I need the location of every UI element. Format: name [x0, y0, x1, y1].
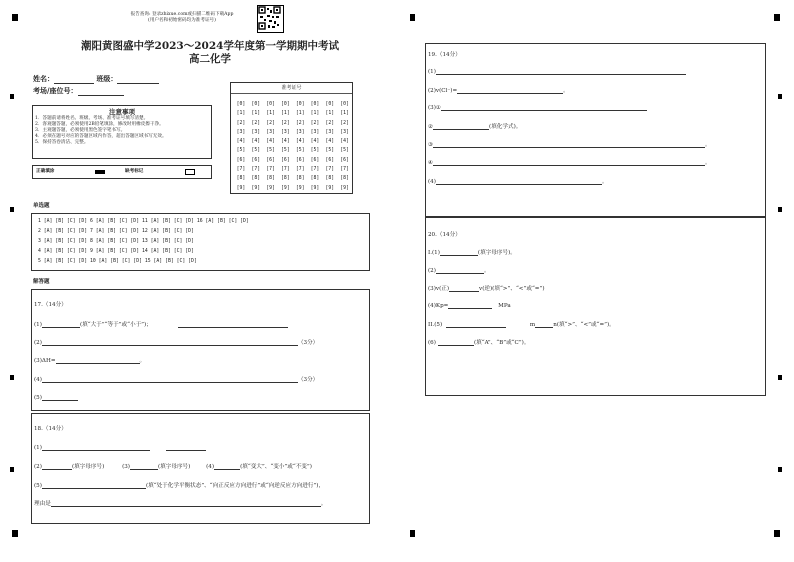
exam-id-digit[interactable]: [9]: [340, 185, 349, 191]
notice-item: 4．必须在题号对应的答题区域内作答，超出答题区域书写无效。: [35, 134, 167, 139]
class-field[interactable]: [117, 77, 159, 84]
q20-line2: (2) 。: [428, 268, 490, 274]
answer-blank[interactable]: [436, 267, 484, 274]
name-label: 姓名：: [33, 74, 54, 83]
exam-id-digit[interactable]: [2]: [236, 120, 246, 126]
exam-id-digit[interactable]: [6]: [340, 157, 349, 163]
registration-mark: [778, 375, 782, 380]
page-subtitle: 高二化学: [189, 53, 231, 65]
q18-line3: (5) (填“处于化学平衡状态”、“向正反应方向进行”或“向逆反应方向进行”)，: [34, 483, 325, 489]
exam-id-digit[interactable]: [3]: [325, 129, 335, 135]
exam-id-digit[interactable]: [3]: [281, 129, 290, 135]
q17-line2: (2) （3分）: [34, 340, 319, 346]
exam-id-digit[interactable]: [1]: [295, 111, 305, 117]
answer-blank[interactable]: [42, 444, 150, 451]
registration-mark: [12, 530, 18, 537]
exam-id-digit[interactable]: [3]: [266, 129, 275, 135]
registration-mark: [10, 94, 14, 99]
exam-id-digit[interactable]: [5]: [281, 148, 290, 154]
q18-line1: (1): [34, 444, 206, 451]
answer-blank[interactable]: [433, 123, 489, 130]
exam-id-digit[interactable]: [5]: [295, 148, 305, 154]
answer-blank[interactable]: [42, 482, 146, 489]
registration-mark: [778, 94, 782, 99]
mc-row[interactable]: 1 [A] [B] [C] [D] 6 [A] [B] [C] [D] 11 [A] [B] [C] [D] 16 [A] [B] [C] [D]: [38, 219, 249, 224]
answer-blank[interactable]: [457, 87, 563, 94]
exam-id-digit[interactable]: [8]: [251, 176, 261, 182]
exam-id-digit[interactable]: [9]: [251, 185, 261, 191]
q17-line5: (5): [34, 394, 78, 401]
exam-id-digit[interactable]: [8]: [281, 176, 290, 182]
answer-blank[interactable]: [438, 339, 474, 346]
q20-line1: I.(1) (填字母序号)。: [428, 250, 516, 256]
q18-line2: (2) (填字母序号) (3) (填字母序号) (4) (填“变大”、“变小”或“不变”): [34, 464, 312, 470]
exam-id-digit[interactable]: [7]: [251, 167, 261, 173]
exam-id-digit[interactable]: [5]: [325, 148, 335, 154]
answer-blank[interactable]: [130, 463, 158, 470]
exam-id-column[interactable]: [265, 100, 277, 193]
exam-id-title: 准考证号: [231, 84, 352, 94]
exam-id-digit[interactable]: [5]: [251, 148, 261, 154]
exam-id-column[interactable]: [279, 100, 291, 193]
answer-blank[interactable]: [448, 302, 492, 309]
exam-id-digit[interactable]: [6]: [325, 157, 335, 163]
q18-line4: 理由是 。: [34, 501, 327, 507]
answer-blank[interactable]: [440, 249, 478, 256]
exam-id-digit[interactable]: [1]: [310, 111, 320, 117]
answer-blank[interactable]: [51, 500, 321, 507]
notice-item: 3．主观题答题，必须使用黑色签字笔书写。: [35, 128, 126, 133]
answer-blank[interactable]: [166, 444, 206, 451]
student-name-row: [33, 74, 159, 84]
exam-id-digit[interactable]: [9]: [310, 185, 320, 191]
q18-box: [31, 413, 370, 524]
student-room-row: [33, 86, 124, 96]
registration-mark: [10, 207, 14, 212]
registration-mark: [12, 14, 18, 21]
exam-id-digit[interactable]: [9]: [281, 185, 290, 191]
answer-blank[interactable]: [178, 321, 288, 328]
exam-id-column[interactable]: [294, 100, 306, 193]
exam-id-digit[interactable]: [7]: [295, 167, 305, 173]
registration-mark: [778, 207, 782, 212]
exam-id-digit[interactable]: [5]: [266, 148, 275, 154]
exam-id-digit[interactable]: [3]: [251, 129, 261, 135]
q20-box: [425, 217, 766, 396]
q19-line3: (3)①: [428, 104, 647, 111]
answer-blank[interactable]: [436, 178, 602, 185]
exam-id-digit[interactable]: [3]: [295, 129, 305, 135]
q17-box: [31, 289, 370, 411]
q17-line3: (3)ΔH= 。: [34, 358, 146, 364]
mc-row[interactable]: 2 [A] [B] [C] [D] 7 [A] [B] [C] [D] 12 [A] [B] [C] [D]: [38, 229, 194, 234]
answer-blank[interactable]: [441, 104, 647, 111]
exam-id-digit[interactable]: [4]: [236, 139, 246, 145]
exam-id-column[interactable]: [324, 100, 336, 193]
exam-id-digit[interactable]: [8]: [236, 176, 246, 182]
notice-box: [32, 105, 212, 159]
exam-id-digit[interactable]: [5]: [340, 148, 349, 154]
notice-item: 1．答题前请将姓名、班级、考场、准考证号填写清楚。: [35, 116, 149, 121]
exam-id-digit[interactable]: [7]: [236, 167, 246, 173]
answer-blank[interactable]: [42, 376, 298, 383]
exam-id-digit[interactable]: [2]: [340, 120, 349, 126]
registration-mark: [774, 530, 780, 537]
exam-id-digit[interactable]: [7]: [281, 167, 290, 173]
exam-id-digit[interactable]: [1]: [340, 111, 349, 117]
exam-id-digit[interactable]: [2]: [266, 120, 275, 126]
q19-line4: ② (填化学式)。: [428, 124, 522, 130]
q20-line4: (4)Kp= MPa: [428, 303, 511, 309]
answer-blank[interactable]: [449, 285, 479, 292]
answer-blank[interactable]: [446, 321, 506, 328]
exam-id-digit[interactable]: [6]: [236, 157, 246, 163]
q18-title: 18.（14分）: [34, 426, 67, 432]
exam-id-digit[interactable]: [4]: [325, 139, 335, 145]
exam-id-digit[interactable]: [1]: [266, 111, 275, 117]
exam-id-digit[interactable]: [6]: [310, 157, 320, 163]
exam-id-digit[interactable]: [1]: [281, 111, 290, 117]
exam-id-digit[interactable]: [1]: [236, 111, 246, 117]
exam-id-digit[interactable]: [0]: [266, 102, 275, 107]
registration-mark: [10, 375, 14, 380]
q20-line5: II.(5) m n(填“>”、“<”或“=”)。: [428, 322, 615, 328]
registration-mark: [410, 14, 415, 21]
exam-id-digit[interactable]: [0]: [340, 102, 349, 107]
exam-id-digit[interactable]: [1]: [251, 111, 261, 117]
q19-line7: (4) 。: [428, 179, 608, 185]
exam-id-column[interactable]: [250, 100, 262, 193]
report-note: [112, 12, 252, 24]
exam-id-digit[interactable]: [8]: [325, 176, 335, 182]
exam-id-digit[interactable]: [8]: [295, 176, 305, 182]
q20-title: 20.（14分）: [428, 232, 461, 238]
exam-id-grid: [230, 82, 353, 194]
q17-title: 17.（14分）: [34, 302, 67, 308]
exam-id-digit[interactable]: [0]: [251, 102, 261, 107]
exam-id-digit[interactable]: [6]: [251, 157, 261, 163]
exam-id-digit[interactable]: [4]: [251, 139, 261, 145]
exam-id-digit[interactable]: [9]: [325, 185, 335, 191]
room-label: 考场/座位号：: [33, 86, 78, 95]
exam-id-column[interactable]: [309, 100, 321, 193]
q17-line4: (4) （3分）: [34, 377, 319, 383]
exam-id-digit[interactable]: [3]: [310, 129, 320, 135]
exam-id-digit[interactable]: [9]: [266, 185, 275, 191]
q19-line1: (1): [428, 68, 686, 75]
room-field[interactable]: [78, 89, 124, 96]
answer-blank[interactable]: [433, 159, 705, 166]
mc-row[interactable]: 5 [A] [B] [C] [D] 10 [A] [B] [C] [D] 15 [A] [B] [C] [D]: [38, 259, 197, 264]
q19-line6: ④ 。: [428, 160, 711, 166]
registration-mark: [774, 14, 780, 21]
q19-line5: ③ 。: [428, 142, 711, 148]
exam-id-digit[interactable]: [1]: [325, 111, 335, 117]
section-single-choice: 单选题: [33, 203, 50, 209]
notice-title: 注意事项: [109, 108, 135, 116]
registration-mark: [410, 530, 415, 537]
exam-id-digit[interactable]: [4]: [266, 139, 275, 145]
exam-id-digit[interactable]: [2]: [295, 120, 305, 126]
exam-id-digit[interactable]: [0]: [236, 102, 246, 107]
page-title: 潮阳黄图盛中学2023～2024学年度第一学期期中考试: [81, 40, 339, 52]
exam-id-column[interactable]: [339, 100, 351, 193]
exam-id-digit[interactable]: [6]: [281, 157, 290, 163]
exam-id-digit[interactable]: [8]: [340, 176, 349, 182]
exam-id-digit[interactable]: [0]: [325, 102, 335, 107]
exam-id-digit[interactable]: [4]: [281, 139, 290, 145]
notice-item: 2．客观题答题，必须使用2B铅笔填涂，修改时用橡皮擦干净。: [35, 122, 164, 127]
correct-fill-label: 正确填涂: [36, 169, 55, 174]
q19-title: 19.（14分）: [428, 52, 461, 58]
name-field[interactable]: [54, 77, 94, 84]
qr-code-icon: [257, 5, 284, 33]
answer-blank[interactable]: [42, 321, 80, 328]
section-answer: 解答题: [33, 279, 50, 285]
exam-id-digit[interactable]: [2]: [281, 120, 290, 126]
mc-answer-box: [31, 213, 370, 271]
q20-line6: (6) (填“A”、“B”或“C”)。: [428, 340, 530, 346]
exam-id-digit[interactable]: [9]: [295, 185, 305, 191]
report-note-line2: (用户名和初始密码均为准考证号): [148, 18, 216, 23]
exam-id-digit[interactable]: [4]: [310, 139, 320, 145]
exam-id-digit[interactable]: [8]: [266, 176, 275, 182]
answer-blank[interactable]: [56, 357, 140, 364]
answer-blank[interactable]: [42, 463, 72, 470]
answer-blank[interactable]: [433, 141, 705, 148]
exam-id-digit[interactable]: [0]: [295, 102, 305, 107]
exam-id-digit[interactable]: [2]: [251, 120, 261, 126]
fill-example-box: [32, 165, 212, 179]
exam-id-digit[interactable]: [0]: [310, 102, 320, 107]
exam-id-digit[interactable]: [8]: [310, 176, 320, 182]
answer-blank[interactable]: [436, 68, 686, 75]
exam-id-digit[interactable]: [4]: [295, 139, 305, 145]
exam-id-digit[interactable]: [9]: [236, 185, 246, 191]
exam-id-digit[interactable]: [3]: [236, 129, 246, 135]
exam-id-digit[interactable]: [5]: [236, 148, 246, 154]
answer-blank[interactable]: [42, 339, 298, 346]
exam-id-digit[interactable]: [6]: [266, 157, 275, 163]
registration-mark: [778, 467, 782, 472]
notice-item: 5．保持答卷清洁、完整。: [35, 140, 89, 145]
exam-id-digit[interactable]: [0]: [281, 102, 290, 107]
exam-id-digit[interactable]: [3]: [340, 129, 349, 135]
class-label: 班级：: [96, 74, 118, 83]
report-note-line1: 报告查询: 登录zhixue.com或扫描二维码下载App: [130, 12, 234, 17]
answer-blank[interactable]: [42, 394, 78, 401]
absent-mark-box[interactable]: [185, 169, 195, 175]
correct-fill-mark: [95, 170, 105, 174]
exam-id-digit[interactable]: [2]: [325, 120, 335, 126]
registration-mark: [10, 467, 14, 472]
absent-mark-label: 缺考标记: [125, 169, 144, 174]
mc-row[interactable]: 4 [A] [B] [C] [D] 9 [A] [B] [C] [D] 14 [A] [B] [C] [D]: [38, 249, 194, 254]
exam-id-digit[interactable]: [5]: [310, 148, 320, 154]
answer-blank[interactable]: [535, 321, 553, 328]
q19-box: [425, 43, 766, 217]
exam-id-digit[interactable]: [4]: [340, 139, 349, 145]
q19-line2: (2)v(Cl⁻)= 。: [428, 88, 569, 94]
exam-id-digit[interactable]: [6]: [295, 157, 305, 163]
exam-id-digit[interactable]: [7]: [310, 167, 320, 173]
answer-blank[interactable]: [214, 463, 240, 470]
exam-id-digit[interactable]: [7]: [340, 167, 349, 173]
mc-row[interactable]: 3 [A] [B] [C] [D] 8 [A] [B] [C] [D] 13 [A] [B] [C] [D]: [38, 239, 194, 244]
exam-id-digit[interactable]: [7]: [266, 167, 275, 173]
exam-id-digit[interactable]: [7]: [325, 167, 335, 173]
exam-id-digit[interactable]: [2]: [310, 120, 320, 126]
exam-id-column[interactable]: [235, 100, 247, 193]
q17-line1: (1) (填“大于”“等于”或“小于”)；: [34, 320, 288, 328]
q20-line3: (3)v(正) v(逆)(填“>”、“<”或“=”): [428, 286, 545, 292]
